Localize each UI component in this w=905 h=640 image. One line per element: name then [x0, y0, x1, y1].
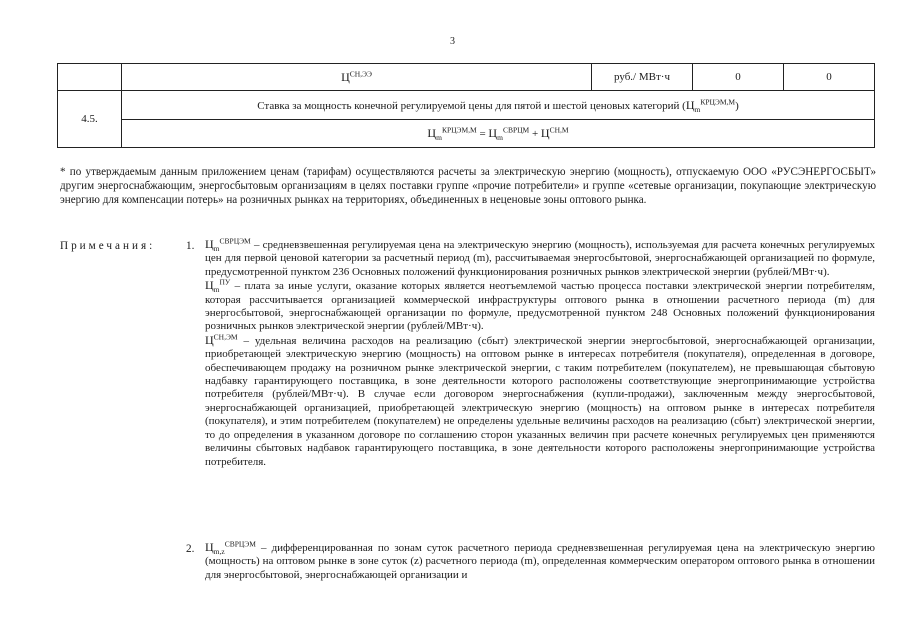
formula-term2-symbol: Ц	[540, 126, 550, 140]
formula-cell	[122, 120, 875, 148]
value-cell-2: 0	[784, 64, 875, 91]
formula-term1-sub: m	[497, 133, 503, 143]
title-superscript: КРЦЭМ,М	[700, 96, 736, 106]
note-symbol-sub: m	[213, 244, 220, 254]
note-symbol: Ц	[205, 332, 214, 347]
note-text: – плата за иные услуги, оказание которых является неотъемлемой частью процесса поставки электрической энергии потребителям, которая рассчитывается организацией коммерческой инфраструктуры оптового рынка в отношении расчетного периода (m) для энергосбытовой, энергоснабжающей организации по формуле, предусмотренной пунктом 248 Основных положений функционирования розничных рынков электрической энергии (рублей/МВт·ч).	[205, 280, 875, 333]
footnote: * по утверждаемым данным приложением ценам (тарифам) осуществляются расчеты за электрическую энергию (мощность), отпускаемую ООО «РУСЭНЕРГОСБЫТ» другим энергоснабжающим, энергосбытовым организациям в целях поставки группе «прочие потребители» и группе «сетевые организации, покупающие электрическую энергию для компенсации потерь» на розничных рынках на территориях, объединенных в неценовые зоны оптового рынка.	[60, 166, 876, 207]
row-title-cell	[122, 91, 875, 120]
note-1-paragraph-1	[205, 238, 875, 279]
note-symbol-sub: m	[213, 285, 220, 295]
tariff-table	[57, 63, 875, 148]
note-number-2: 2.	[186, 543, 195, 555]
unit-cell: руб./ МВт·ч	[592, 64, 693, 91]
table-row	[58, 64, 875, 91]
note-2-paragraph-1	[205, 541, 875, 582]
formula-term1-symbol: Ц	[488, 126, 498, 140]
formula-lhs-sub: m	[436, 133, 442, 143]
title-symbol: Ц	[685, 97, 695, 112]
note-symbol-sup: ПУ	[219, 277, 231, 287]
note-symbol: Ц	[205, 278, 214, 293]
title-subscript: m	[694, 104, 701, 114]
note-1-paragraph-3	[205, 334, 875, 469]
formula-term2-sup: СН,М	[549, 125, 569, 135]
note-symbol-sup: СВРЦЭМ	[219, 236, 251, 246]
formula-lhs-symbol: Ц	[427, 126, 437, 140]
table-row	[58, 120, 875, 148]
notes-label: Примечания:	[60, 240, 156, 252]
note-1	[205, 238, 875, 469]
symbol-superscript: СН,ЭЭ	[349, 68, 372, 78]
formula-equals: =	[476, 128, 489, 140]
note-text: – средневзвешенная регулируемая цена на электрическую энергию (мощность), используемая для расчета конечных регулируемых цен для первой ценовой категории за расчетный период (m), рассчитываемая энергосбытовой, энергоснабжающей организацией по формуле, предусмотренной пунктом 236 Основных положений функционирования розничных рынков электрической энергии (рублей/МВт·ч).	[205, 239, 875, 278]
row-number-cell: 4.5.	[58, 91, 122, 148]
formula-term1-sup: СВРЦМ	[502, 125, 530, 135]
note-symbol: Ц	[205, 540, 214, 554]
row-title-text: Ставка за мощность конечной регулируемой цены для пятой и шестой ценовых категорий (	[257, 99, 686, 112]
note-number-1: 1.	[186, 240, 195, 252]
row-number-cell	[58, 64, 122, 91]
title-close: )	[735, 99, 739, 112]
formula-plus: +	[529, 128, 541, 140]
symbol-cell	[122, 64, 592, 91]
page-number: 3	[450, 36, 455, 47]
formula-lhs-sup: КРЦЭМ,М	[441, 125, 477, 135]
note-text: – удельная величина расходов на реализацию (сбыт) электрической энергии энергосбытовой, энергоснабжающей организации, приобретающей электрическую энергию (мощность) на оптовом рынке в интересах потребителя (покупателя), определенная в договоре, обеспечивающем продажу на розничном рынке электрической энергии, с таким потребителем (покупателем), не превышающая сбытовую надбавку гарантирующего поставщика, в зоне деятельности которого расположены соответствующие энергопринимающие устройства потребителя (рублей/МВт·ч). В случае если договором энергоснабжения (купли-продажи), заключенным между энергосбытовой, энергоснабжающей организацией, приобретающей электрическую энергию (мощность) на оптовом рынке в интересах потребителя (покупателя), и этим потребителем (покупателем) не определены удельные величины расходов на реализацию (сбыт) электрической энергии, то до определения в указанном договоре по соглашению сторон указанных величин при расчете конечных регулируемых цен применяются величины сбытовых надбавок гарантирующего поставщика, в зоне деятельности которого расположены энергопринимающие устройства потребителя.	[205, 334, 875, 468]
note-2	[205, 541, 875, 582]
note-symbol-sup: СВРЦЭМ	[224, 539, 256, 549]
price-symbol: Ц	[341, 69, 350, 84]
value-cell-1: 0	[693, 64, 784, 91]
note-1-paragraph-2	[205, 279, 875, 334]
note-text: – дифференцированная по зонам суток расчетного периода средневзвешенная регулируемая цена на электрическую энергию (мощность) на оптовом рынке в зоне суток (z) расчетного периода (m), определенная коммерческим оператором оптового рынка в отношении для энергосбытовой, энергоснабжающей организации и	[205, 542, 875, 581]
note-symbol: Ц	[205, 237, 214, 251]
note-symbol-sup: СН,ЭМ	[213, 332, 238, 342]
table-row	[58, 91, 875, 120]
note-symbol-sub: m,z	[213, 547, 225, 557]
